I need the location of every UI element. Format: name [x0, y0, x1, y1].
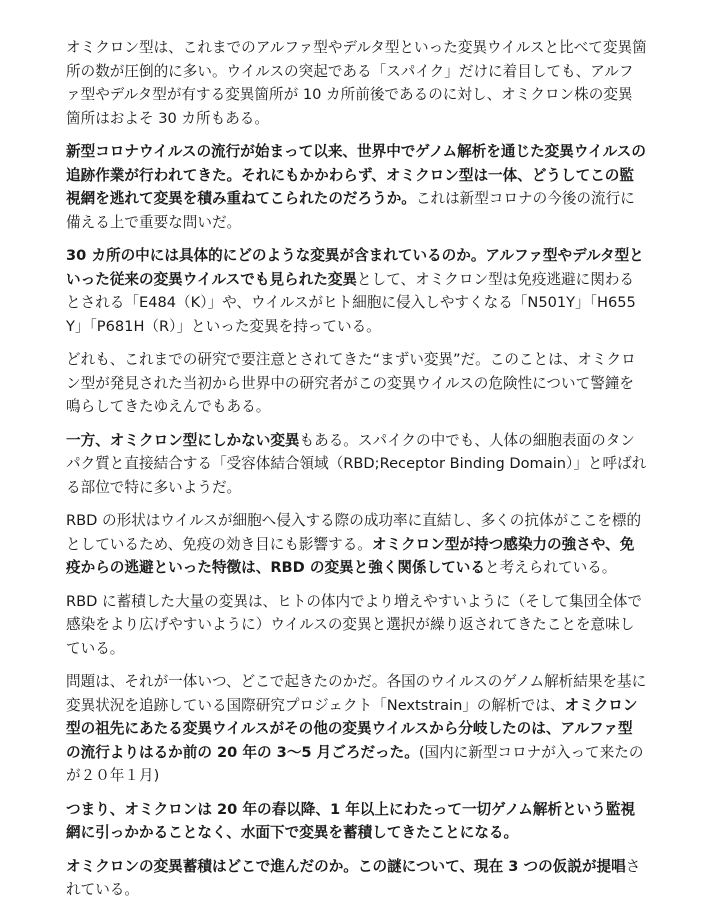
- paragraph-6-bold-text: オミクロン型が持つ感染力の強さや、免疫からの逃避といった特徴は、RBD の変異と強く関係している: [66, 535, 635, 576]
- paragraph-8-text-b: (国内に新型コロナが入って来たのが２０年１月): [66, 743, 644, 784]
- paragraph-2-bold-text: 新型コロナウイルスの流行が始まって以来、世界中でゲノム解析を通じた変異ウイルスの追跡作業が行われてきた。それにもかかわらず、オミクロン型は一体、どうしてこの監視網を逃れて変異を積み重ねてこられたのだろうか。: [66, 143, 646, 207]
- paragraph-10: [66, 855, 647, 902]
- paragraph-3: [66, 244, 647, 338]
- paragraph-7-text: RBD に蓄積した大量の変異は、ヒトの体内でより増えやすいように（そして集団全体で感染をより広げやすいように）ウイルスの変異と選択が繰り返されてきたことを意味している。: [66, 592, 643, 657]
- paragraph-8-bold-text: オミクロン型の祖先にあたる変異ウイルスがその他の変異ウイルスから分岐したのは、アルファ型の流行よりはるか前の 20 年の 3～5 月ごろだった。: [66, 696, 638, 761]
- paragraph-10-text: されている。: [66, 857, 641, 898]
- paragraph-6-text-b: と考えられている。: [485, 559, 617, 576]
- paragraph-5-text: もある。スパイクの中でも、人体の細胞表面のタンパク質と直接結合する「受容体結合領域（RBD;Receptor Binding Domain）」と呼ばれる部位で特に多いようだ。: [66, 431, 647, 496]
- paragraph-4-text: どれも、これまでの研究で要注意とされてきた“まずい変異”だ。このことは、オミクロン型が発見された当初から世界中の研究者がこの変異ウイルスの危険性について警鐘を鳴らしてきたゆえんでもある。: [66, 351, 636, 415]
- paragraph-3-bold-text: 30 カ所の中には具体的にどのような変異が含まれているのか。アルファ型やデルタ型といった従来の変異ウイルスでも見られた変異: [66, 247, 644, 288]
- paragraph-3-text: として、オミクロン型は免疫逃避に関わるとされる「E484（K）」や、ウイルスがヒト細胞に侵入しやすくなる「N501Y」「H655Y」「P681H（R）」といった変異を持っている。: [66, 270, 636, 335]
- paragraph-8: [66, 670, 647, 788]
- paragraph-10-bold-text: オミクロンの変異蓄積はどこで進んだのか。この謎について、現在 3 つの仮説が提唱: [66, 857, 626, 875]
- paragraph-5: [66, 429, 647, 500]
- paragraph-5-bold-text: 一方、オミクロン型にしかない変異: [66, 431, 300, 449]
- paragraph-9: [66, 798, 647, 845]
- paragraph-4: [66, 348, 647, 419]
- paragraph-6-text-a: RBD の形状はウイルスが細胞へ侵入する際の成功率に直結し、多くの抗体がここを標的としているため、免疫の効き目にも影響する。: [66, 512, 642, 553]
- paragraph-2: [66, 140, 647, 234]
- paragraph-1: [66, 36, 647, 130]
- paragraph-6: [66, 509, 647, 580]
- paragraph-8-text-a: 問題は、それが一体いつ、どこで起きたのかだ。各国のウイルスのゲノム解析結果を基に変異状況を追跡している国際研究プロジェクト「Nextstrain」の解析では、: [66, 673, 647, 714]
- paragraph-1-text: オミクロン型は、これまでのアルファ型やデルタ型といった変異ウイルスと比べて変異箇所の数が圧倒的に多い。ウイルスの突起である「スパイク」だけに着目しても、アルファ型やデルタ型が有する変異箇所が 10 カ所前後であるのに対し、オミクロン株の変異箇所はおよそ 30 カ所もある。: [66, 39, 647, 127]
- paragraph-9-bold-text: つまり、オミクロンは 20 年の春以降、1 年以上にわたって一切ゲノム解析という監視網に引っかかることなく、水面下で変異を蓄積してきたことになる。: [66, 800, 636, 841]
- paragraph-2-text: これは新型コロナの今後の流行に備える上で重要な問いだ。: [66, 190, 635, 231]
- paragraph-7: [66, 590, 647, 661]
